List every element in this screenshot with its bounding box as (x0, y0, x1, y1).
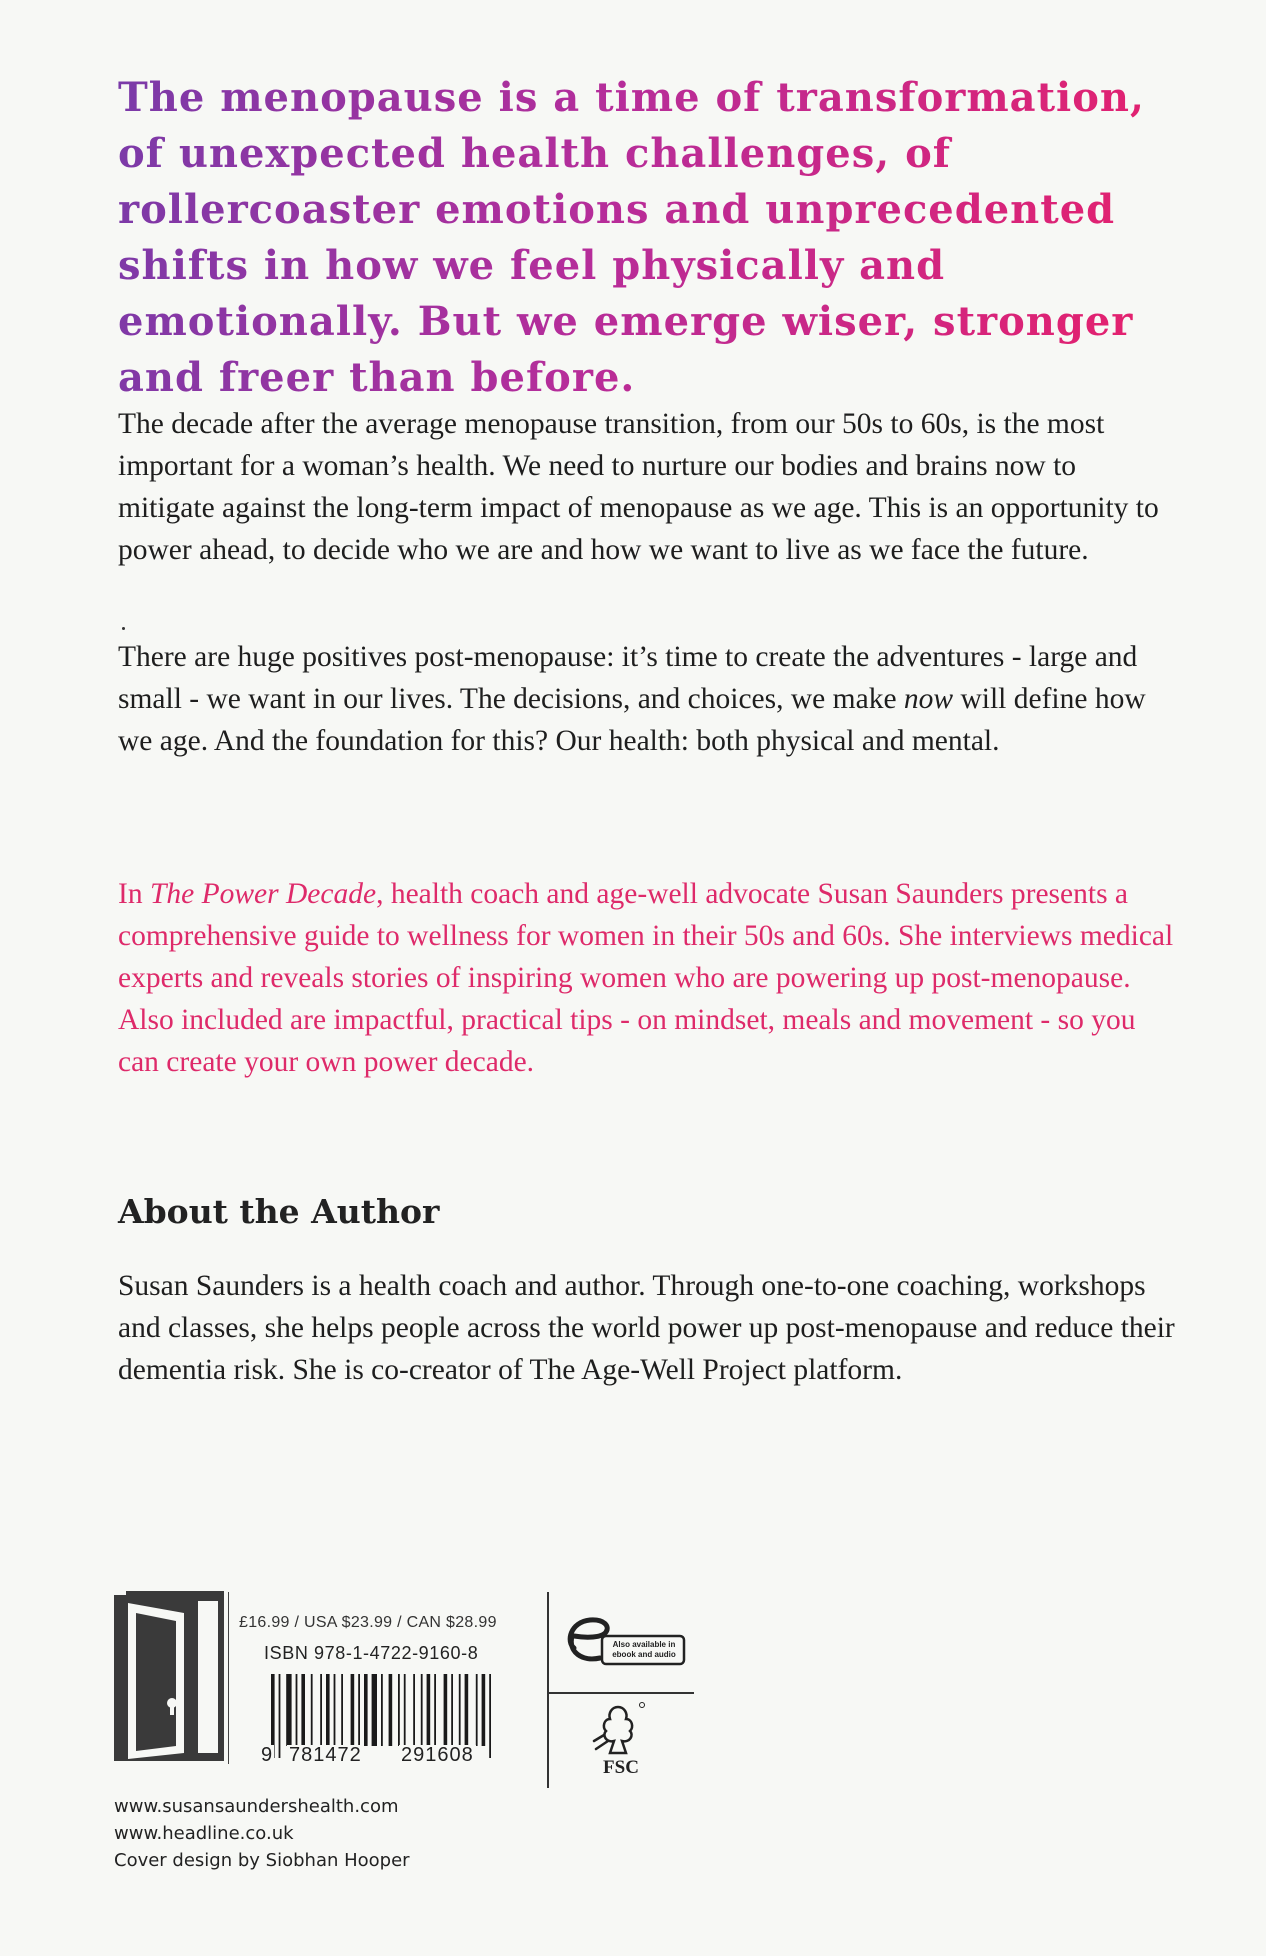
barcode-bar (427, 1674, 431, 1746)
price-barcode-block (228, 1592, 547, 1764)
print-speck (122, 627, 125, 630)
about-author-text: Susan Saunders is a health coach and author. Through one-to-one coaching, workshops and classes, she helps people across the world power up post-menopause and reduce their dementia risk. She is co-creator of The Age-Well Project platform. (118, 1270, 1175, 1386)
headline-quote: The menopause is a time of transformation, of unexpected health challenges, of rollercoaster emotions and unprecedented shifts in how we feel physically and emotionally. But we emerge wiser, stronger and freer than before. (118, 70, 1178, 406)
barcode-bar (444, 1674, 448, 1746)
barcode-bar (341, 1674, 343, 1746)
barcode-bar (489, 1674, 491, 1758)
barcode-bar (465, 1674, 469, 1746)
barcode-bar (413, 1674, 415, 1746)
barcode-bar (381, 1674, 383, 1746)
vertical-divider (547, 1592, 549, 1788)
ebook-audio-badge-text: Also available in ebook and audio (612, 1640, 676, 1659)
cover-design-credit: Cover design by Siobhan Hooper (114, 1850, 410, 1871)
barcode-bar (434, 1674, 436, 1746)
positives-text-end: will define how we age. And the foundation for this? Our health: both physical and mental. (118, 683, 1146, 757)
barcode-bar (296, 1674, 298, 1746)
barcode-digits-right: 291608 (401, 1744, 474, 1766)
positives-paragraph (118, 636, 1178, 762)
barcode-bar (372, 1674, 377, 1746)
barcode-bar (311, 1674, 313, 1746)
barcode-digits-left: 781472 (289, 1744, 362, 1766)
barcode-bar (279, 1674, 281, 1758)
barcode-bar (334, 1674, 336, 1746)
barcode-bar (389, 1674, 393, 1746)
author-website: www.susansaundershealth.com (114, 1796, 399, 1817)
barcode-bar (398, 1674, 400, 1746)
barcode-bar (482, 1674, 486, 1746)
about-author-heading: About the Author (118, 1192, 440, 1231)
barcode-bar (358, 1674, 360, 1746)
barcode-bar (301, 1674, 305, 1746)
intro-paragraph: The decade after the average menopause transition, from our 50s to 60s, is the most important for a woman’s health. We need to nurture our bodies and brains now to mitigate against the long-term impact of menopause as we age. This is an opportunity to power ahead, to decide who we are and how we want to live as we face the future. (118, 408, 1159, 566)
emphasis-word: now (903, 683, 954, 715)
book-blurb (118, 873, 1178, 1083)
barcode-bar (404, 1674, 406, 1746)
barcode-bar (421, 1674, 423, 1746)
blurb-text: , health coach and age-well advocate Susan Saunders presents a comprehensive guide to wellness for women in their 50s and 60s. She interviews medical experts and reveals stories of inspiring women who are powering up post-menopause. Also included are impactful, practical tips - on mindset, meals and movement - so you can create your own power decade. (118, 878, 1174, 1078)
barcode-bar (459, 1674, 461, 1746)
barcode-bar (476, 1674, 478, 1746)
publisher-website: www.headline.co.uk (114, 1823, 294, 1844)
barcode-bar (326, 1674, 330, 1746)
book-title: The Power Decade (149, 878, 377, 910)
fsc-label: FSC (603, 1757, 639, 1778)
blurb-prefix: In (118, 878, 150, 910)
isbn-text: ISBN 978-1-4722-9160-8 (264, 1643, 479, 1663)
horizontal-divider (548, 1692, 694, 1694)
fsc-tree-logo-icon (588, 1701, 648, 1757)
price-text: £16.99 / USA $23.99 / CAN $28.99 (239, 1614, 497, 1631)
barcode-bar (451, 1674, 453, 1746)
barcode-lead-digit: 9 (261, 1744, 273, 1766)
positives-text-start: There are huge positives post-menopause: it’s time to create the adventures - large and small - we want in our lives. The decisions, and choices, we make (118, 641, 1138, 715)
barcode-bar (364, 1674, 368, 1746)
barcode-bar (286, 1674, 291, 1746)
barcode-bar (351, 1674, 355, 1746)
publisher-door-logo-icon (114, 1591, 226, 1765)
barcode-bar (320, 1674, 322, 1746)
